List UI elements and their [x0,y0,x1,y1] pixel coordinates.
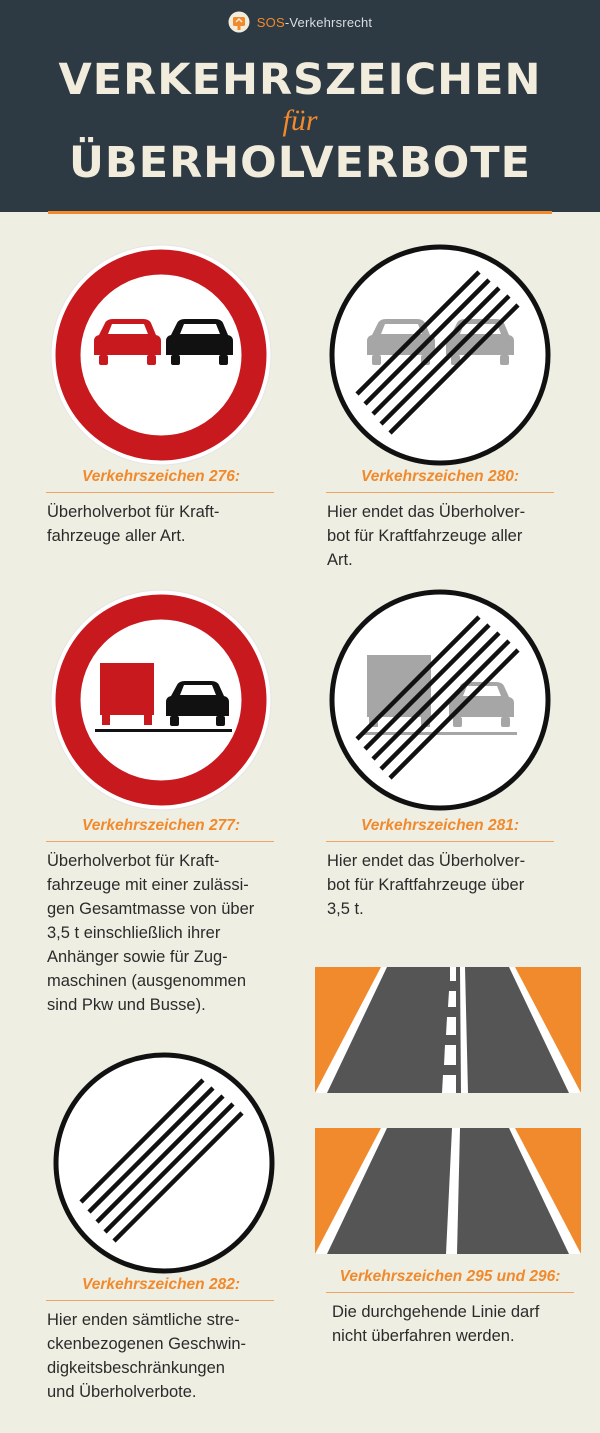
description-line: Hier endet das Überholver- [327,503,526,521]
description-line: ckenbezogenen Geschwin- [47,1335,247,1353]
caption-276: Verkehrszeichen 276: [82,468,240,485]
description-295-296 [332,1300,539,1348]
description-line: Überholverbot für Kraft- [47,503,220,521]
sign-281-icon [329,589,551,811]
road-dashed-line-icon [315,967,581,1098]
description-line: 3,5 t. [327,900,364,918]
description-line: digkeitsbeschränkungen [47,1359,225,1377]
description-line: Hier endet das Überholver- [327,852,526,870]
description-line: bot für Kraftfahrzeuge über [327,876,525,894]
brand-name [257,15,372,30]
description-line: Überholverbot für Kraft- [47,852,220,870]
description-line: 3,5 t einschließlich ihrer [47,924,221,942]
caption-281: Verkehrszeichen 281: [361,817,519,834]
caption-282: Verkehrszeichen 282: [82,1276,240,1293]
caption-277: Verkehrszeichen 277: [82,817,240,834]
road-solid-line-icon [315,1128,581,1259]
sign-276-icon [50,244,272,466]
description-277 [47,849,254,1017]
description-line: maschinen (ausgenommen [47,972,247,990]
description-line: Art. [327,551,353,569]
description-line: gen Gesamtmasse von über [47,900,255,918]
brand-prefix: SOS [256,14,285,30]
divider-276 [46,492,274,493]
description-line: Hier enden sämtliche stre- [47,1311,240,1329]
caption-280: Verkehrszeichen 280: [361,468,519,485]
description-line: nicht überfahren werden. [332,1327,515,1345]
description-280 [327,500,525,572]
caption-295-296: Verkehrszeichen 295 und 296: [339,1268,561,1285]
header-accent-divider [48,211,552,214]
page-title-line-2: ÜBERHOLVERBOTE [69,138,531,188]
sos-logo-icon [228,11,250,33]
description-line: Anhänger sowie für Zug- [47,948,228,966]
divider-281 [326,841,554,842]
sign-280-icon [329,244,551,466]
sign-282-icon [53,1052,275,1274]
header [0,0,600,212]
description-line: bot für Kraftfahrzeuge aller [327,527,523,545]
description-line: fahrzeuge mit einer zulässi- [47,876,249,894]
description-line: Die durchgehende Linie darf [332,1303,540,1321]
brand-suffix: -Verkehrsrecht [284,14,373,30]
divider-282 [46,1300,274,1301]
divider-295-296 [326,1292,574,1293]
description-276 [47,500,219,548]
description-281 [327,849,525,921]
divider-277 [46,841,274,842]
description-line: sind Pkw und Busse). [47,996,206,1014]
page-title-line-1: VERKEHRSZEICHEN [58,55,542,105]
divider-280 [326,492,554,493]
description-line: fahrzeuge aller Art. [47,527,186,545]
brand[interactable] [0,11,600,33]
description-282 [47,1308,246,1404]
description-line: und Überholverbote. [47,1383,197,1401]
page-title-connector: für [282,104,318,137]
sign-277-icon [50,589,272,811]
